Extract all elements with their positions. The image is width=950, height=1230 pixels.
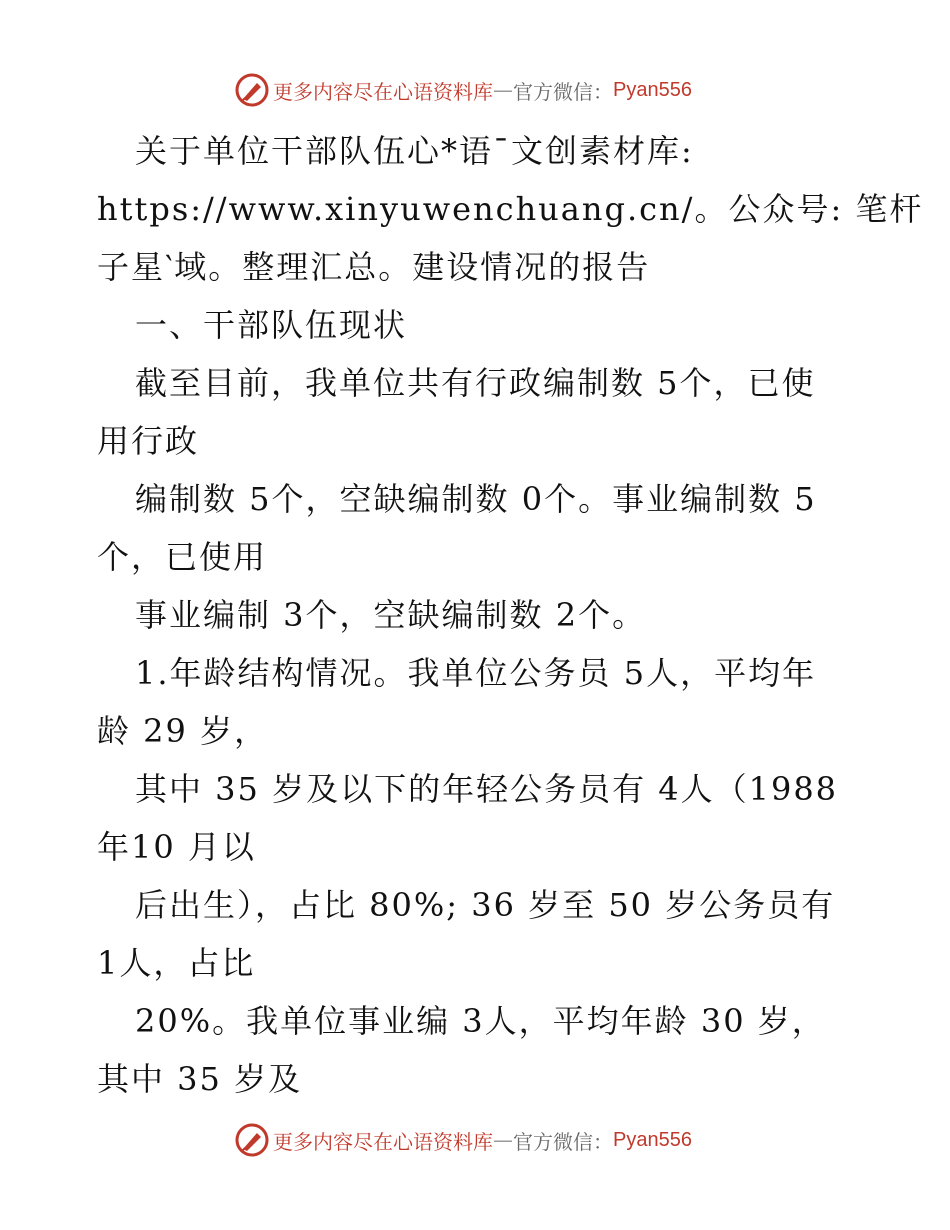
doc-line: 龄 29 岁， [97, 712, 269, 750]
doc-line: 其中 35 岁及以下的年轻公务员有 4人（1988 [135, 770, 839, 808]
doc-line: 后出生），占比 80%; 36 岁至 50 岁公务员有 [135, 886, 836, 924]
doc-line: 年10 月以 [97, 828, 256, 866]
doc-line: 1人，占比 [97, 944, 256, 982]
section-heading: 一、干部队伍现状 [135, 306, 408, 344]
watermark-id: Pyan556 [613, 78, 692, 101]
doc-line: 事业编制 3个，空缺编制数 2个。 [135, 596, 647, 634]
watermark-dash: — [493, 1128, 513, 1152]
watermark-official: 官方微信： [513, 1129, 613, 1154]
doc-line: 子星‵域。整理汇总。建设情况的报告 [97, 248, 651, 286]
watermark-text: 更多内容尽在心语资料库 [273, 1129, 493, 1154]
pen-logo-icon [235, 73, 269, 107]
doc-line: 20%。我单位事业编 3人，平均年龄 30 岁， [135, 1002, 826, 1040]
document-body [97, 122, 924, 1108]
doc-line: 1.年龄结构情况。我单位公务员 5人，平均年 [135, 654, 817, 692]
watermark-footer [235, 1120, 692, 1160]
doc-line: 其中 35 岁及 [97, 1060, 303, 1098]
watermark-header [235, 70, 692, 110]
doc-line: 编制数 5个，空缺编制数 0个。事业编制数 5 [135, 480, 817, 518]
watermark-dash: — [493, 78, 513, 102]
doc-line: 用行政 [97, 422, 200, 460]
doc-line: 截至目前，我单位共有行政编制数 5个，已使 [135, 364, 816, 402]
watermark-id: Pyan556 [613, 1128, 692, 1151]
doc-line: 关于单位干部队伍心*语¯文创素材库: [135, 132, 694, 170]
watermark-official: 官方微信： [513, 79, 613, 104]
pen-logo-icon [235, 1123, 269, 1157]
doc-line: https://www.xinyuwenchuang.cn/。公众号: 笔杆 [97, 190, 924, 228]
doc-line: 个，已使用 [97, 538, 268, 576]
watermark-text: 更多内容尽在心语资料库 [273, 79, 493, 104]
